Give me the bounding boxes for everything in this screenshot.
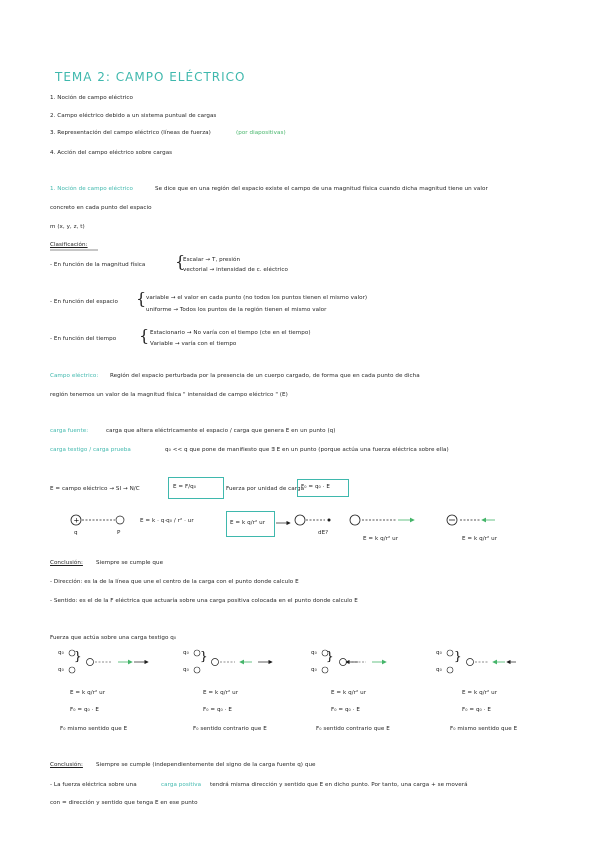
campo-text-1: Región del espacio perturbada por la presencia de un cuerpo cargado, de forma que en cada punto de dicha [110, 373, 420, 379]
force-heading: Fuerza que actúa sobre una carga testigo q₀ [50, 635, 177, 641]
charge-q-point-p [71, 515, 124, 525]
section-1-text-2: concreto en cada punto del espacio [50, 205, 152, 211]
campo-text-2: región tenemos un valor de la magnitud física " intensidad de campo eléctrico " (E) [50, 392, 288, 398]
class-3-b: Variable → varía con el tiempo [150, 341, 237, 347]
case-3-note: F₀ sentido contrario que E [316, 726, 390, 732]
index-item-3-note: (por diapositivas) [236, 130, 286, 136]
case-1-e: E = k q/r² ur [70, 690, 106, 696]
case-4-q0-top: q₀ [436, 650, 442, 656]
diagram-q-label: q [74, 530, 78, 536]
index-item-4: 4. Acción del campo eléctrico sobre cargas [50, 150, 173, 156]
svg-text:+: + [73, 516, 80, 525]
case-4-q0-bottom: q₀ [436, 667, 442, 673]
case-3-f: F₀ = q₀ · E [331, 707, 360, 713]
svg-text:}: } [454, 649, 462, 663]
case-2-q0-top: q₀ [183, 650, 189, 656]
index-item-3: 3. Representación del campo eléctrico (líneas de fuerza) [50, 130, 211, 136]
index-item-2: 2. Campo eléctrico debido a un sistema puntual de cargas [50, 113, 217, 119]
conclusion-2-lead: Siempre se cumple (independientemente del signo de la carga fuente q) que [96, 762, 316, 768]
case-1-f: F₀ = q₀ · E [70, 707, 99, 713]
conclusion-1-line-1: - Dirección: es la de la línea que une el centro de la carga con el punto donde calculo E [50, 579, 299, 585]
class-3-a: Estacionario → No varía con el tiempo (cte en el tiempo) [150, 330, 311, 336]
section-1-text-1: Se dice que en una región del espacio existe el campo de una magnitud física cuando dicha magnitud tiene un valor [155, 186, 488, 192]
testigo-text: q₀ << q que pone de manifiesto que ∃ E en un punto (porque actúa una fuerza eléctrica sobre ella) [165, 447, 449, 453]
fuente-text: carga que altera eléctricamente el espacio / carga que genera E en un punto (q) [106, 428, 336, 434]
fuente-term: carga fuente: [50, 428, 89, 434]
class-1-b: vectorial → intensidad de c. eléctrico [183, 267, 288, 273]
classification-heading: Clasificación: [50, 242, 88, 248]
diagram-boxed: E = k q/r² ur [230, 520, 266, 526]
diagram-eq-b: E = k q/r² ur [462, 536, 498, 542]
case-4-e: E = k q/r² ur [462, 690, 498, 696]
formula-boxed-2: F₀ = q₀ · E [301, 484, 330, 490]
conclusion-1-lead: Siempre se cumple que [96, 560, 164, 566]
page-title: TEMA 2: CAMPO ELÉCTRICO [55, 70, 246, 84]
class-1-a: Escalar → T, presión [183, 257, 241, 263]
svg-text:}: } [74, 649, 82, 663]
positive-charge-field [350, 515, 414, 525]
case-1-q0-top: q₀ [58, 650, 64, 656]
conclusion-2-line-1c: tendrá misma dirección y sentido que E en dicho punto. Por tanto, una carga + se moverá [210, 782, 468, 788]
case-3-q0-bottom: q₀ [311, 667, 317, 673]
case-1-note: F₀ mismo sentido que E [60, 726, 128, 732]
charge-point-de [295, 515, 331, 525]
class-3-brace: { [139, 326, 150, 345]
conclusion-1-line-2: - Sentido: es el de la F eléctrica que actuaría sobre una carga positiva colocada en el punto donde calculo E [50, 598, 358, 604]
force-case-drawings [69, 649, 516, 673]
class-1-label: - En función de la magnitud física [50, 262, 146, 268]
diagram-eq-a: E = k q/r² ur [363, 536, 399, 542]
conclusion-2-line-1a: - La fuerza eléctrica sobre una [50, 782, 137, 788]
formula-boxed-1: E = F/q₀ [173, 484, 197, 490]
case-2-note: F₀ sentido contrario que E [193, 726, 267, 732]
conclusion-2-heading: Conclusión: [50, 762, 83, 768]
class-2-label: - En función del espacio [50, 299, 118, 305]
diagram-p-label: P [117, 530, 121, 536]
index-item-1: 1. Noción de campo eléctrico [50, 95, 134, 101]
campo-term: Campo eléctrico: [50, 373, 99, 379]
case-3-e: E = k q/r² ur [331, 690, 367, 696]
negative-charge-field [447, 515, 495, 525]
class-3-label: - En función del tiempo [50, 336, 117, 342]
class-1-brace: { [175, 252, 186, 271]
class-2-b: uniforme → Todos los puntos de la región tienen el mismo valor [146, 307, 327, 313]
section-1-coords: m (x, y, z, t) [50, 224, 85, 230]
conclusion-2-line-2: con = dirección y sentido que tenga E en ese punto [50, 800, 198, 806]
case-2-f: F₀ = q₀ · E [203, 707, 232, 713]
class-2-a: variable → el valor en cada punto (no todos los puntos tienen el mismo valor) [146, 295, 368, 301]
case-4-f: F₀ = q₀ · E [462, 707, 491, 713]
svg-text:}: } [326, 649, 334, 663]
case-1-q0-bottom: q₀ [58, 667, 64, 673]
conclusion-1-heading: Conclusión: [50, 560, 83, 566]
diagram-eq-1: E = k · q·q₀ / r² · ur [140, 518, 194, 524]
case-4-note: F₀ mismo sentido que E [450, 726, 518, 732]
formula-mid: Fuerza por unidad de carga [226, 486, 305, 492]
class-2-brace: { [136, 289, 147, 308]
testigo-term: carga testigo / carga prueba [50, 447, 131, 453]
case-2-q0-bottom: q₀ [183, 667, 189, 673]
svg-text:}: } [200, 649, 208, 663]
conclusion-2-line-1b: carga positiva [161, 782, 202, 788]
diagram-de: dE? [318, 530, 329, 536]
case-2-e: E = k q/r² ur [203, 690, 239, 696]
case-3-q0-top: q₀ [311, 650, 317, 656]
formula-lhs: E = campo eléctrico → SI → N/C [50, 486, 140, 492]
section-1-heading: 1. Noción de campo eléctrico [50, 186, 134, 192]
